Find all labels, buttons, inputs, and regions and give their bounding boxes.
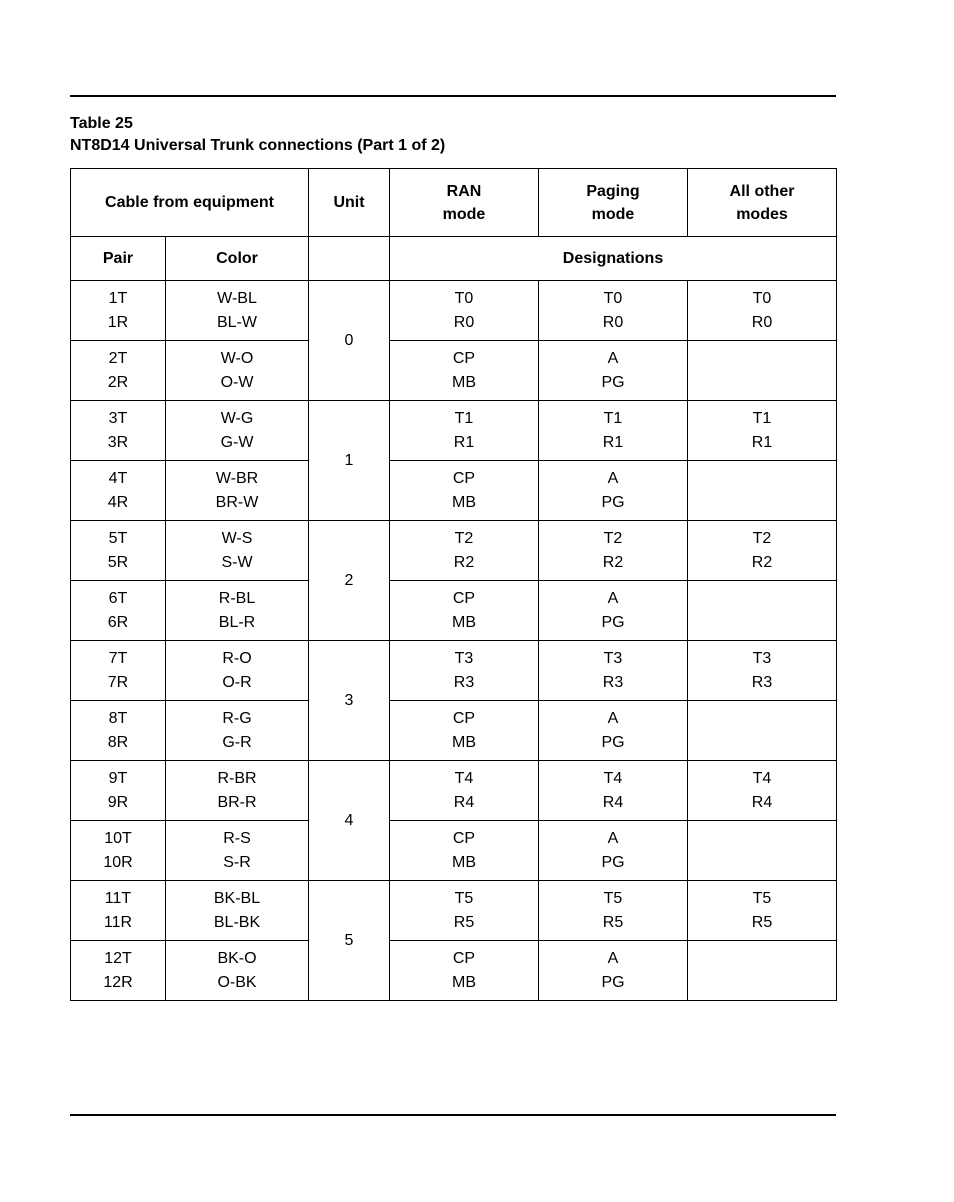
ran-mode-cell: T0 R0 <box>390 281 539 341</box>
unit-cell: 3 <box>309 641 390 761</box>
pair-cell: 1T 1R <box>71 281 166 341</box>
color-cell: R-G G-R <box>166 701 309 761</box>
ran-mode-cell: CP MB <box>390 341 539 401</box>
all-other-modes-cell: T0 R0 <box>688 281 837 341</box>
color-cell: W-O O-W <box>166 341 309 401</box>
all-other-modes-cell: T2 R2 <box>688 521 837 581</box>
pair-cell: 8T 8R <box>71 701 166 761</box>
all-other-modes-cell <box>688 341 837 401</box>
ran-mode-cell: CP MB <box>390 581 539 641</box>
ran-mode-cell: CP MB <box>390 941 539 1001</box>
pair-cell: 4T 4R <box>71 461 166 521</box>
bottom-rule <box>70 1114 836 1116</box>
ran-mode-cell: CP MB <box>390 701 539 761</box>
all-other-modes-cell: T3 R3 <box>688 641 837 701</box>
all-other-modes-cell <box>688 941 837 1001</box>
table-row <box>71 581 837 641</box>
pair-cell: 10T 10R <box>71 821 166 881</box>
color-cell: R-BL BL-R <box>166 581 309 641</box>
header-designations: Designations <box>390 237 837 281</box>
header-ran-mode: RAN mode <box>390 169 539 237</box>
paging-mode-cell: T4 R4 <box>539 761 688 821</box>
unit-cell: 4 <box>309 761 390 881</box>
color-cell: BK-O O-BK <box>166 941 309 1001</box>
pair-cell: 6T 6R <box>71 581 166 641</box>
table-row <box>71 761 837 821</box>
pair-cell: 12T 12R <box>71 941 166 1001</box>
pair-cell: 9T 9R <box>71 761 166 821</box>
table-row <box>71 461 837 521</box>
paging-mode-cell: A PG <box>539 461 688 521</box>
table-row <box>71 641 837 701</box>
color-cell: W-G G-W <box>166 401 309 461</box>
pair-cell: 3T 3R <box>71 401 166 461</box>
header-row-2 <box>71 237 837 281</box>
paging-mode-cell: A PG <box>539 701 688 761</box>
all-other-modes-cell <box>688 581 837 641</box>
paging-mode-cell: T2 R2 <box>539 521 688 581</box>
table-row <box>71 821 837 881</box>
pair-cell: 2T 2R <box>71 341 166 401</box>
pair-cell: 7T 7R <box>71 641 166 701</box>
paging-mode-cell: A PG <box>539 941 688 1001</box>
top-rule <box>70 95 836 97</box>
table-title: NT8D14 Universal Trunk connections (Part 1 of 2) <box>70 137 446 154</box>
header-unit-blank <box>309 237 390 281</box>
table-row <box>71 521 837 581</box>
all-other-modes-cell <box>688 461 837 521</box>
table-number: Table 25 <box>70 115 133 132</box>
all-other-modes-cell <box>688 821 837 881</box>
header-pair: Pair <box>71 237 166 281</box>
table-row <box>71 941 837 1001</box>
color-cell: W-BL BL-W <box>166 281 309 341</box>
paging-mode-cell: T3 R3 <box>539 641 688 701</box>
paging-mode-cell: A PG <box>539 821 688 881</box>
header-color: Color <box>166 237 309 281</box>
table-row <box>71 881 837 941</box>
ran-mode-cell: T1 R1 <box>390 401 539 461</box>
unit-cell: 5 <box>309 881 390 1001</box>
color-cell: W-S S-W <box>166 521 309 581</box>
table-body <box>71 281 837 1001</box>
unit-cell: 1 <box>309 401 390 521</box>
ran-mode-cell: T4 R4 <box>390 761 539 821</box>
header-row-1 <box>71 169 837 237</box>
trunk-connections-table <box>70 168 837 1001</box>
paging-mode-cell: T5 R5 <box>539 881 688 941</box>
table-caption <box>70 113 445 157</box>
ran-mode-cell: CP MB <box>390 461 539 521</box>
header-cable-from-equipment: Cable from equipment <box>71 169 309 237</box>
paging-mode-cell: T1 R1 <box>539 401 688 461</box>
all-other-modes-cell: T5 R5 <box>688 881 837 941</box>
table-row <box>71 701 837 761</box>
ran-mode-cell: T2 R2 <box>390 521 539 581</box>
color-cell: R-O O-R <box>166 641 309 701</box>
ran-mode-cell: CP MB <box>390 821 539 881</box>
color-cell: R-BR BR-R <box>166 761 309 821</box>
pair-cell: 5T 5R <box>71 521 166 581</box>
header-unit: Unit <box>309 169 390 237</box>
ran-mode-cell: T3 R3 <box>390 641 539 701</box>
pair-cell: 11T 11R <box>71 881 166 941</box>
paging-mode-cell: A PG <box>539 581 688 641</box>
color-cell: W-BR BR-W <box>166 461 309 521</box>
header-paging-mode: Paging mode <box>539 169 688 237</box>
table-row <box>71 281 837 341</box>
table-row <box>71 401 837 461</box>
paging-mode-cell: A PG <box>539 341 688 401</box>
ran-mode-cell: T5 R5 <box>390 881 539 941</box>
header-all-other-modes: All other modes <box>688 169 837 237</box>
color-cell: BK-BL BL-BK <box>166 881 309 941</box>
unit-cell: 2 <box>309 521 390 641</box>
color-cell: R-S S-R <box>166 821 309 881</box>
table-row <box>71 341 837 401</box>
paging-mode-cell: T0 R0 <box>539 281 688 341</box>
all-other-modes-cell: T4 R4 <box>688 761 837 821</box>
all-other-modes-cell: T1 R1 <box>688 401 837 461</box>
all-other-modes-cell <box>688 701 837 761</box>
unit-cell: 0 <box>309 281 390 401</box>
